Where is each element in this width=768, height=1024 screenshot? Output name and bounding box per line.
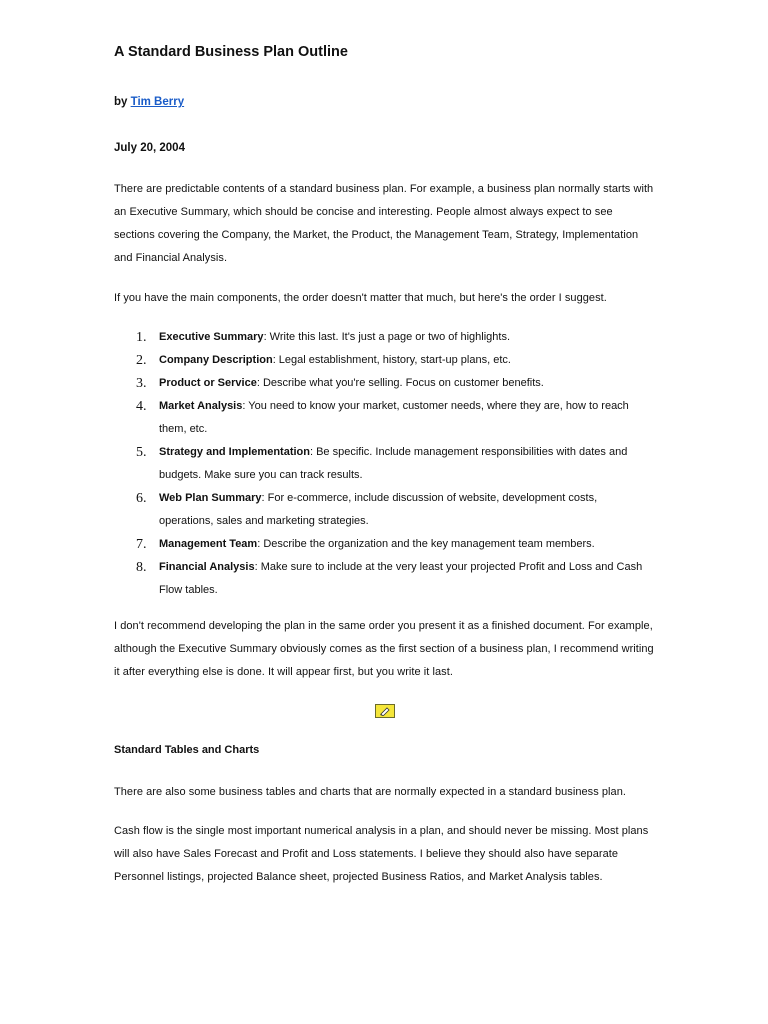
list-term: Market Analysis (159, 400, 243, 412)
tables-intro-paragraph: There are also some business tables and charts that are normally expected in a standard business plan. (114, 786, 626, 798)
outline-list (114, 326, 654, 602)
list-number: 5. (136, 445, 147, 460)
list-item (114, 372, 654, 395)
byline-prefix: by (114, 96, 131, 108)
list-item (114, 441, 654, 487)
list-number: 4. (136, 399, 147, 414)
order-advice-paragraph: I don't recommend developing the plan in the same order you present it as a finished document. For example, although the Executive Summary obviously comes as the first section of a business plan, I recommend writing it after everything else is done. It will appear first, but you write it last. (114, 620, 654, 678)
byline (114, 96, 184, 108)
page-title: A Standard Business Plan Outline (114, 44, 348, 60)
list-item (114, 556, 654, 602)
list-desc: : Make sure to include at the very least your projected Profit and Loss and Cash Flow tables. (159, 561, 643, 596)
list-term: Executive Summary (159, 331, 264, 343)
publish-date: July 20, 2004 (114, 142, 185, 154)
intro-paragraph: There are predictable contents of a standard business plan. For example, a business plan normally starts with an Executive Summary, which should be concise and interesting. People almost always expect to see sections covering the Company, the Market, the Product, the Management Team, Strategy, Implementation and Financial Analysis. (114, 183, 654, 264)
list-term: Company Description (159, 354, 273, 366)
list-desc: : Write this last. It's just a page or two of highlights. (263, 331, 511, 343)
list-term: Financial Analysis (159, 561, 255, 573)
list-desc: : You need to know your market, customer needs, where they are, how to reach them, etc. (159, 400, 629, 435)
list-item (114, 487, 654, 533)
list-desc: : Describe the organization and the key management team members. (257, 538, 595, 550)
cash-flow-paragraph: Cash flow is the single most important numerical analysis in a plan, and should never be missing. Most plans will also have Sales Forecast and Profit and Loss statements. I believe they should also have separate Personnel listings, projected Balance sheet, projected Business Ratios, and Market Analysis tables. (114, 825, 649, 883)
pencil-icon (378, 706, 392, 716)
list-item (114, 326, 654, 349)
list-number: 2. (136, 353, 147, 368)
embedded-object-icon[interactable] (375, 704, 395, 718)
list-term: Product or Service (159, 377, 257, 389)
list-term: Strategy and Implementation (159, 446, 310, 458)
list-item (114, 395, 654, 441)
list-desc: : For e-commerce, include discussion of website, development costs, operations, sales and marketing strategies. (159, 492, 598, 527)
list-term: Management Team (159, 538, 258, 550)
list-desc: : Describe what you're selling. Focus on customer benefits. (256, 377, 544, 389)
list-item (114, 533, 654, 556)
list-desc: : Legal establishment, history, start-up plans, etc. (272, 354, 511, 366)
order-note-paragraph: If you have the main components, the order doesn't matter that much, but here's the order I suggest. (114, 292, 607, 304)
list-number: 7. (136, 537, 147, 552)
author-link[interactable]: Tim Berry (130, 96, 185, 108)
list-item (114, 349, 654, 372)
list-number: 1. (136, 330, 147, 345)
list-number: 3. (136, 376, 147, 391)
section-heading: Standard Tables and Charts (114, 744, 260, 756)
list-desc: : Be specific. Include management responsibilities with dates and budgets. Make sure you can track results. (159, 446, 628, 481)
list-term: Web Plan Summary (159, 492, 262, 504)
list-number: 6. (136, 491, 147, 506)
list-number: 8. (136, 560, 147, 575)
